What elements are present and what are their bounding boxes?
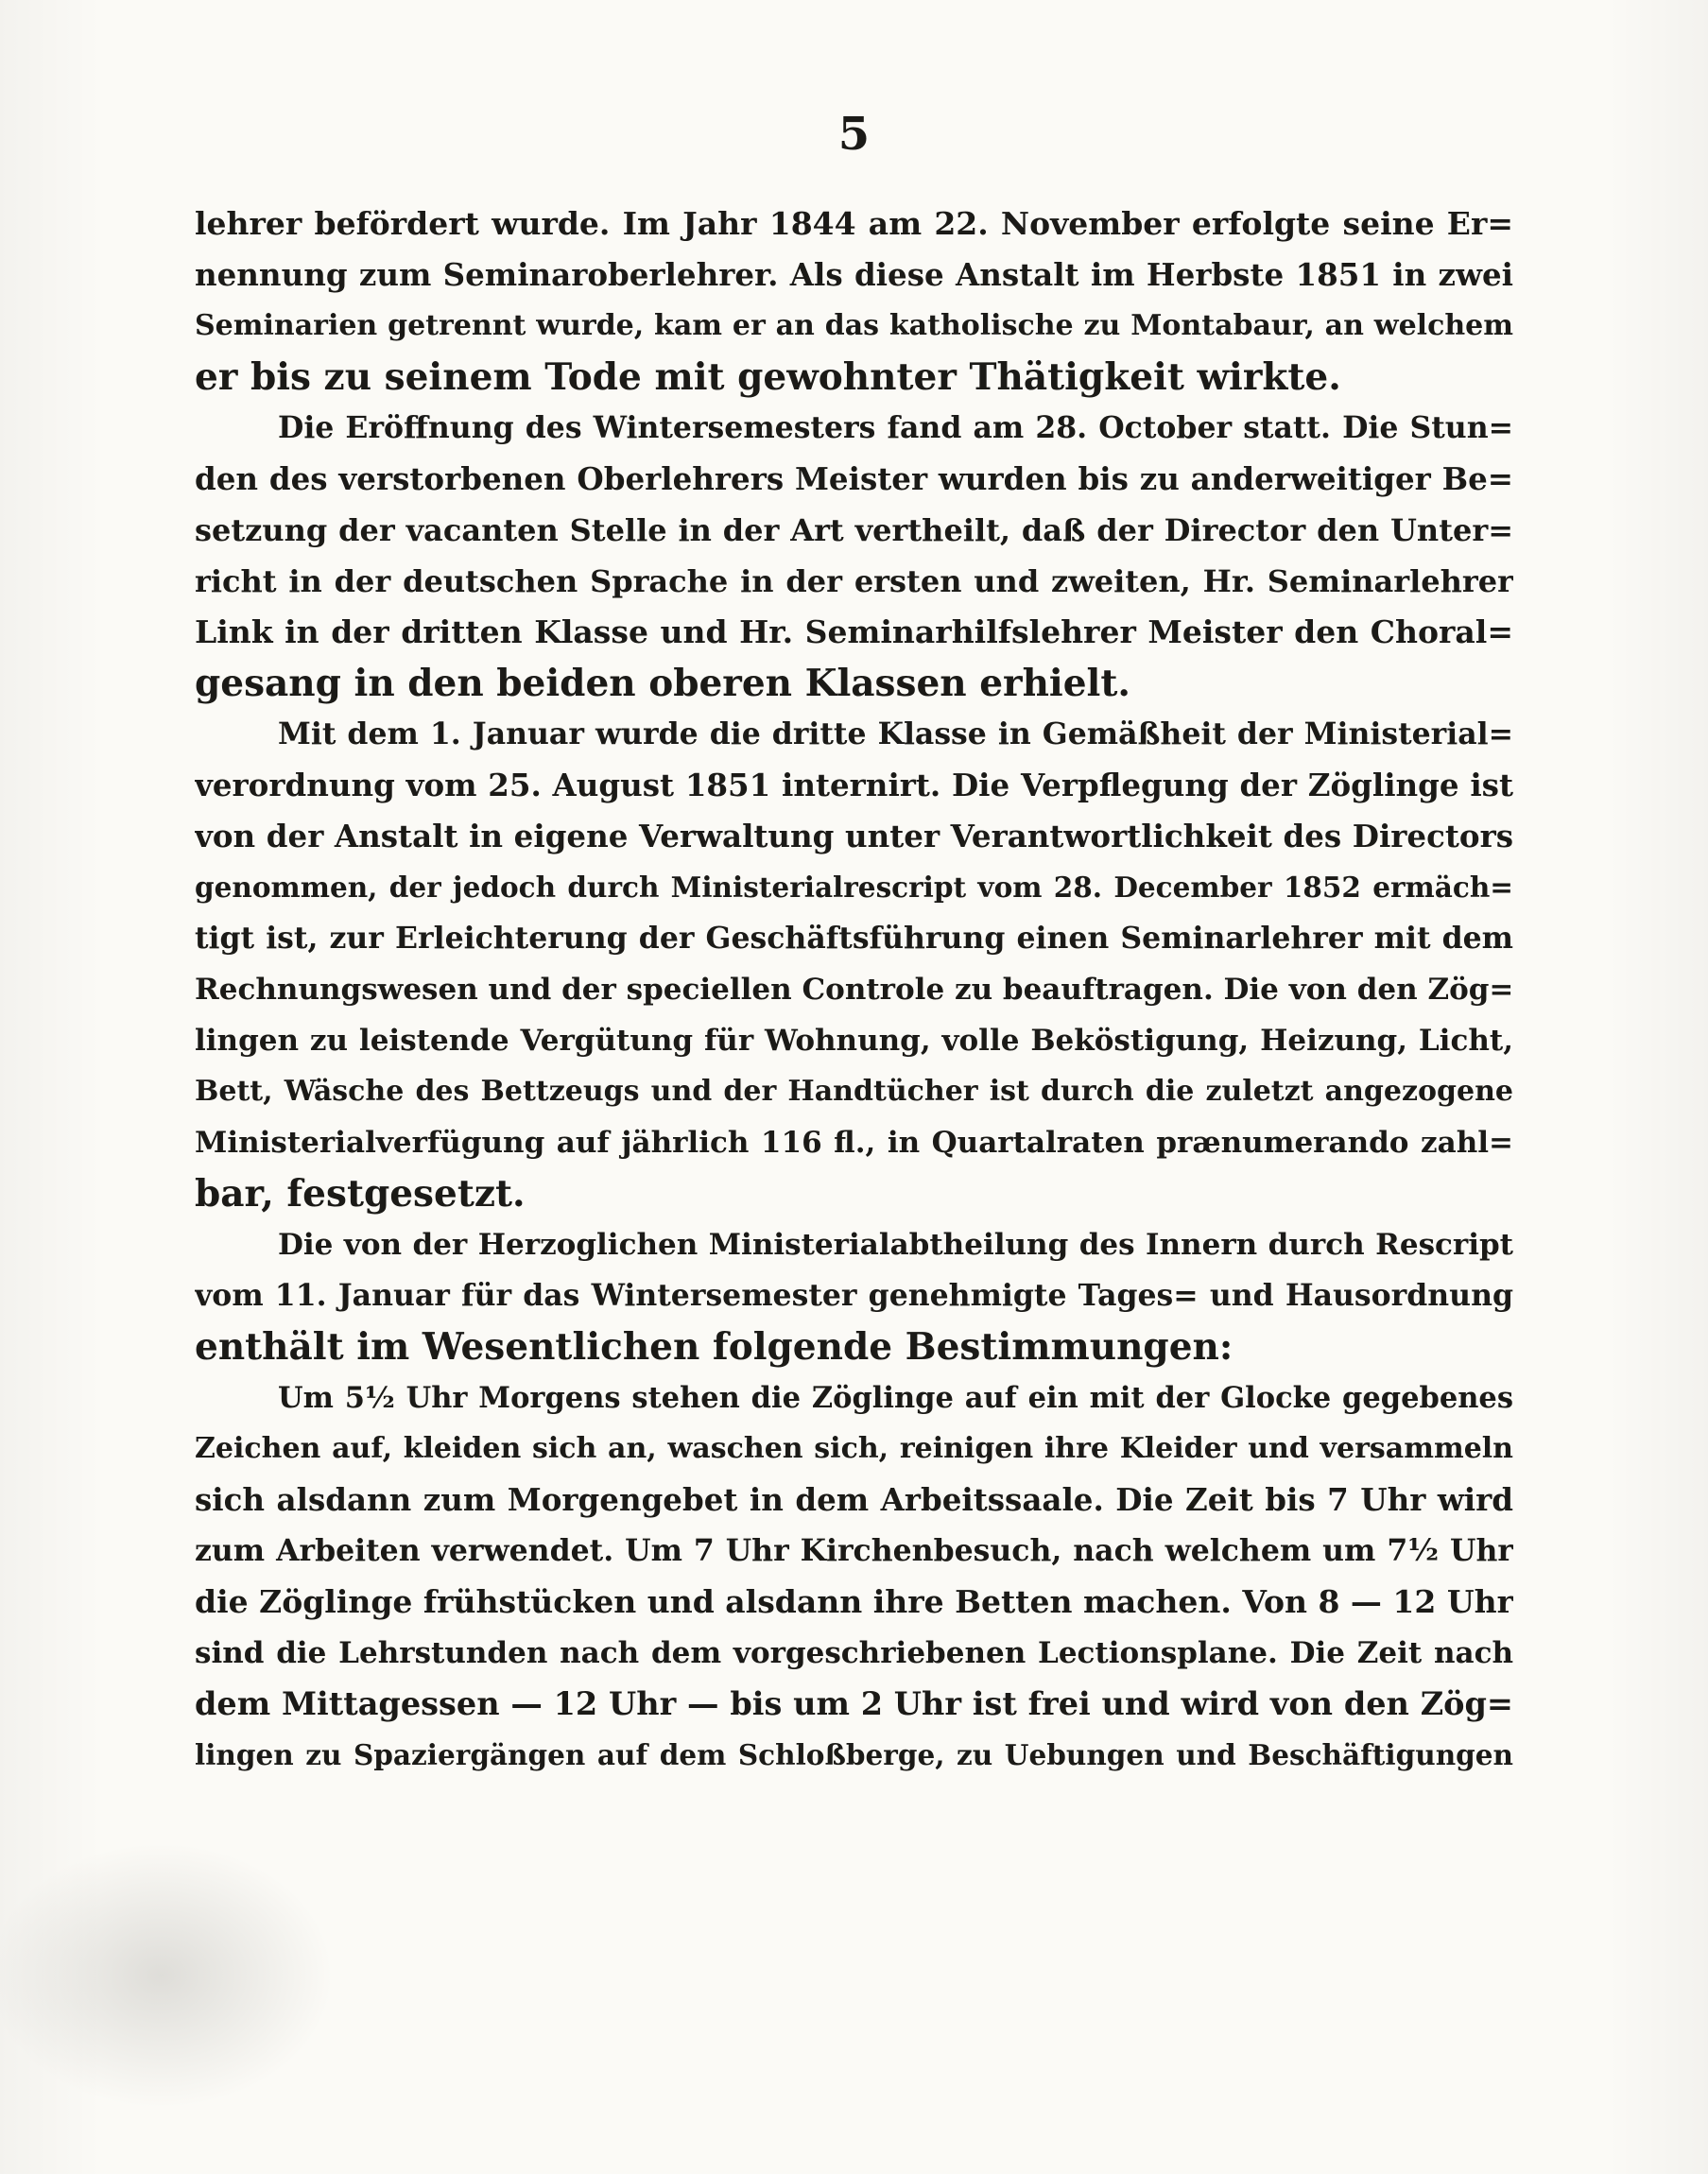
text-line: Rechnungswesen und der speciellen Controle zu beauftragen. Die von den Zög= (195, 973, 1513, 1007)
text-line: Um 5½ Uhr Morgens stehen die Zöglinge auf ein mit der Glocke gegebenes (278, 1381, 1513, 1415)
text-line: setzung der vacanten Stelle in der Art vertheilt, daß der Director den Unter= (195, 512, 1513, 548)
text-line: den des verstorbenen Oberlehrers Meister wurden bis zu anderweitiger Be= (195, 460, 1513, 497)
text-line: lingen zu Spaziergängen auf dem Schloßberge, zu Uebungen und Beschäftigungen (195, 1738, 1513, 1771)
text-line: richt in der deutschen Sprache in der ersten und zweiten, Hr. Seminarlehrer (195, 563, 1513, 599)
text-line: lingen zu leistende Vergütung für Wohnung, volle Beköstigung, Heizung, Licht, (195, 1024, 1513, 1058)
text-line: genommen, der jedoch durch Ministerialrescript vom 28. December 1852 ermäch= (195, 871, 1513, 904)
text-line: gesang in den beiden oberen Klassen erhielt. (195, 662, 1130, 705)
text-line: Seminarien getrennt wurde, kam er an das katholische zu Montabaur, an welchem (195, 309, 1513, 342)
page-number: 5 (837, 108, 871, 161)
text-line: von der Anstalt in eigene Verwaltung unter Verantwortlichkeit des Directors (195, 818, 1513, 854)
text-line: Bett, Wäsche des Bettzeugs und der Handtücher ist durch die zuletzt angezogene (195, 1075, 1513, 1108)
text-line: sind die Lehrstunden nach dem vorgeschriebenen Lectionsplane. Die Zeit nach (195, 1636, 1513, 1670)
text-line: Mit dem 1. Januar wurde die dritte Klasse in Gemäßheit der Ministerial= (278, 716, 1513, 751)
text-line: lehrer befördert wurde. Im Jahr 1844 am 22. November erfolgte seine Er= (195, 205, 1513, 242)
text-line: vom 11. Januar für das Wintersemester genehmigte Tages= und Hausordnung (195, 1278, 1513, 1313)
text-line: sich alsdann zum Morgengebet in dem Arbeitssaale. Die Zeit bis 7 Uhr wird (195, 1481, 1513, 1518)
text-line: Die von der Herzoglichen Ministerialabtheilung des Innern durch Rescript (278, 1228, 1513, 1262)
text-line: Link in der dritten Klasse und Hr. Seminarhilfslehrer Meister den Choral= (195, 613, 1513, 650)
text-line: Die Eröffnung des Wintersemesters fand am 28. October statt. Die Stun= (278, 410, 1513, 445)
text-line: die Zöglinge frühstücken und alsdann ihre Betten machen. Von 8 — 12 Uhr (195, 1583, 1513, 1620)
text-line: tigt ist, zur Erleichterung der Geschäftsführung einen Seminarlehrer mit dem (195, 921, 1513, 956)
text-line: Ministerialverfügung auf jährlich 116 fl., in Quartalraten prænumerando zahl= (195, 1126, 1513, 1160)
text-line: nennung zum Seminaroberlehrer. Als diese Anstalt im Herbste 1851 in zwei (195, 256, 1513, 293)
body-text (195, 198, 1513, 1781)
text-line: bar, festgesetzt. (195, 1172, 526, 1216)
text-line: enthält im Wesentlichen folgende Bestimmungen: (195, 1325, 1234, 1369)
text-line: dem Mittagessen — 12 Uhr — bis um 2 Uhr ist frei und wird von den Zög= (195, 1685, 1513, 1722)
text-line: Zeichen auf, kleiden sich an, waschen sich, reinigen ihre Kleider und versammeln (195, 1432, 1513, 1465)
text-line: verordnung vom 25. August 1851 internirt. Die Verpflegung der Zöglinge ist (195, 767, 1513, 803)
text-line: er bis zu seinem Tode mit gewohnter Thätigkeit wirkte. (195, 355, 1341, 399)
text-line: zum Arbeiten verwendet. Um 7 Uhr Kirchenbesuch, nach welchem um 7½ Uhr (195, 1533, 1513, 1568)
